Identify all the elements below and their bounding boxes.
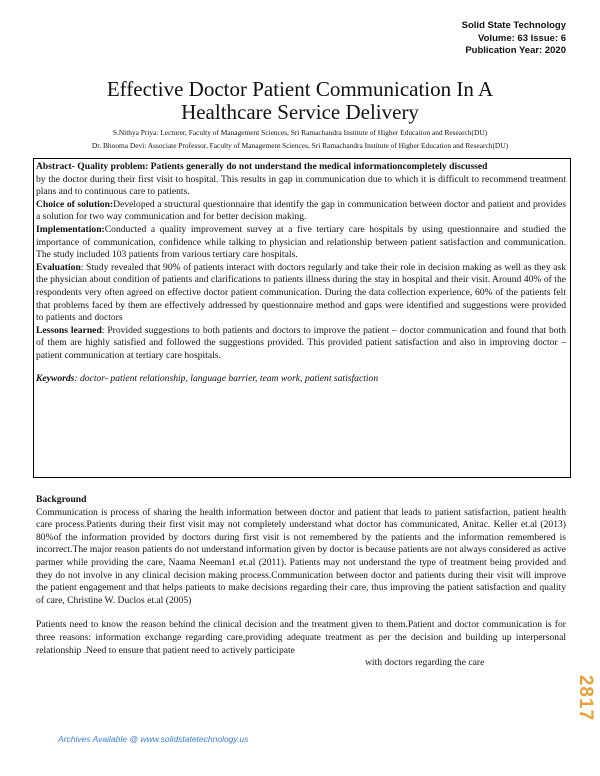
journal-header [462,20,566,58]
abstract-quality-text: by the doctor during their first visit to hospital. This results in gap in communication due to which it is difficult to recommend treatment plans and to continuous care to patients. [36,173,566,198]
journal-volume-issue: Volume: 63 Issue: 6 [478,32,566,44]
page-number [573,663,597,733]
background-paragraph-2: Patients need to know the reason behind the clinical decision and the treatment given to them.Patient and doctor communication is for three reasons: information exchange regarding care,providing adequate treatment as per the decision and building up interpersonal relationship .Need to ensure that patient need to actively participate [36,619,566,656]
abstract-evaluation-label: Evaluation [36,261,81,273]
abstract-keywords [36,373,566,386]
paper-title [40,78,560,124]
abstract-evaluation-text: : Study revealed that 90% of patients interact with doctors regularly and take their role in decision making as well as they ask the physician about condition of patients and clarifications to patients illness during the stay in hospital and their visit. Around 40% of the respondents very often agreed on effective doctor patient communication. During the data collection experience, 60% of the patients felt that problems faced by them are effectively addressed by questionnaire method and gaps were identified and suggestions were provided to patients and doctors [36,261,566,324]
abstract-first-line: Abstract- Quality problem: Patients generally do not understand the medical informationcompletely discussed [36,161,488,172]
background-heading: Background [36,494,87,505]
abstract [36,161,566,385]
paper-title-line-1: Effective Doctor Patient Communication In A [106,77,494,101]
journal-name: Solid State Technology [461,20,566,31]
background-section [36,494,566,670]
abstract-choice-text: Developed a structural questionnaire that identify the gap in communication between doctor and patient and provides a solution for two way communication and for better decision making. [36,198,567,223]
author-1: S.Nithya Priya: Lecturer, Faculty of Management Sciences, Sri Ramachandra Institute of Higher Education and Research(DU) [112,128,488,137]
page-number-text: 2817 [575,674,596,722]
keywords-label: Keywords [36,372,75,384]
abstract-choice-of-solution [36,199,566,224]
abstract-quality-problem [36,174,566,199]
abstract-lessons-learned [36,325,566,363]
abstract-evaluation [36,262,566,325]
journal-publication-year: Publication Year: 2020 [465,45,566,56]
footer-archive-link[interactable]: Archives Available @ www.solidstatetechnology.us [58,734,249,744]
abstract-implementation-text: Conducted a quality improvement survey at a five tertiary care hospitals by using questionnaire and studied the importance of communication, confidence while talking to physician and relationship between patient satisfaction and communication. The study included 103 patients from various tertiary care hospitals. [36,223,566,261]
background-paragraph-1: Communication is process of sharing the health information between doctor and patient that leads to patient satisfaction, patient health care process.Patients during their first visit may not completely understand what doctor has communicated, Anitac. Keller et.al (2013) 80%of the information provided by doctors during first visit is not remembered by the patients and the information remembered is incorrect.The major reason patients do not understand information given by doctor is because patients are not always considered as active partner while providing the care, Naama Neeman1 et.al (2011). Patients may not understand the type of treatment being provided and they do not involve in any clinical decision making process.Communication between doctor and patients during their visit will improve the patient engagement and that helps patients to make decisions regarding their care, thus improving the patient satisfaction and quality of care, Christine W. Duclos et.al (2005) [36,506,566,606]
abstract-lessons-text: : Provided suggestions to both patients and doctors to improve the patient – doctor communication and found that both of them are highly satisfied and followed the suggestions provided. This provided patient satisfaction and also in improving doctor – patient communication at tertiary care hospitals. [36,324,566,361]
abstract-lessons-label: Lessons learned [36,324,102,336]
paper-title-line-2: Healthcare Service Delivery [181,100,419,124]
author-2: Dr. Bhooma Devi: Associate Professor, Faculty of Management Sciences, Sri Ramachandra Institute of Higher Education and Research(DU) [91,140,509,150]
author-list [10,127,590,152]
abstract-implementation-label: Implementation: [36,223,105,235]
abstract-implementation [36,224,566,262]
background-paragraph-2-tail: with doctors regarding the care [365,657,485,669]
keywords-text: : doctor- patient relationship, language barrier, team work, patient satisfaction [74,372,379,384]
abstract-choice-label: Choice of solution: [36,198,114,210]
